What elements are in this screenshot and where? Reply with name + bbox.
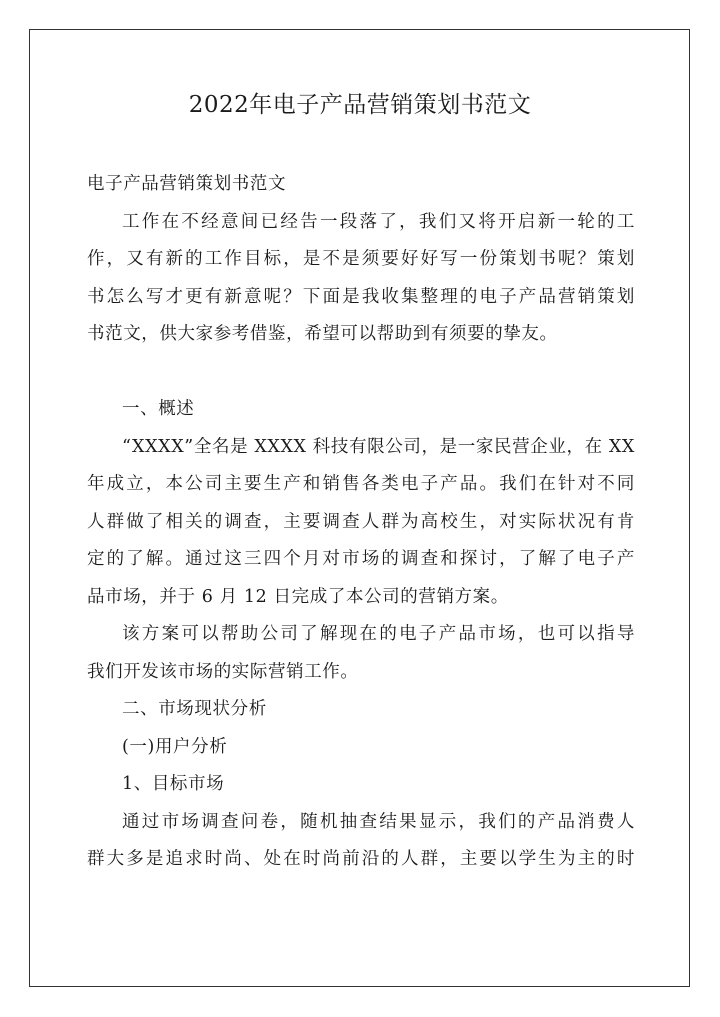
section-1-para-2-line-2: 我们开发该市场的实际营销工作。 xyxy=(87,661,359,682)
intro-line-1: 工作在不经意间已经告一段落了，我们又将开启新一轮的工 xyxy=(122,211,635,232)
paragraph-spacer xyxy=(87,354,635,392)
document-title: 2022年电子产品营销策划书范文 xyxy=(188,92,532,118)
section-1-para-1-line-2: 年成立，本公司主要生产和销售各类电子产品。我们在针对不同 xyxy=(87,474,635,494)
intro-line-2: 作，又有新的工作目标，是不是须要好好写一份策划书呢？策划 xyxy=(87,249,635,269)
item-1-para-line-1: 通过市场调查问卷，随机抽查结果显示，我们的产品消费人 xyxy=(122,811,635,832)
intro-line-4: 书范文，供大家参考借鉴，希望可以帮助到有须要的挚友。 xyxy=(87,324,558,344)
document-body xyxy=(87,166,635,879)
section-1-para-2-line-1: 该方案可以帮助公司了解现在的电子产品市场，也可以指导 xyxy=(122,624,635,644)
section-1-para-1-line-3: 人群做了相关的调查，主要调查人群为高校生，对实际状况有肯 xyxy=(87,511,635,532)
section-1-heading: 一、概述 xyxy=(122,399,195,419)
section-1-para-1-line-4: 定的了解。通过这三四个月对市场的调查和探讨，了解了电子产 xyxy=(87,549,635,569)
section-1-para-1-line-1: “XXXX”全名是 XXXX 科技有限公司，是一家民营企业，在 XX xyxy=(122,436,635,457)
item-1-heading: 1、目标市场 xyxy=(122,774,225,794)
document-subtitle: 电子产品营销策划书范文 xyxy=(87,174,287,194)
item-1-para-line-2: 群大多是追求时尚、处在时尚前沿的人群，主要以学生为主的时 xyxy=(87,849,635,869)
intro-line-3: 书怎么写才更有新意呢？下面是我收集整理的电子产品营销策划 xyxy=(87,286,635,307)
section-2-heading: 二、市场现状分析 xyxy=(122,699,267,719)
subsection-1-heading: (一)用户分析 xyxy=(122,736,228,757)
section-1-para-1-line-5: 品市场，并于 6 月 12 日完成了本公司的营销方案。 xyxy=(87,586,509,607)
